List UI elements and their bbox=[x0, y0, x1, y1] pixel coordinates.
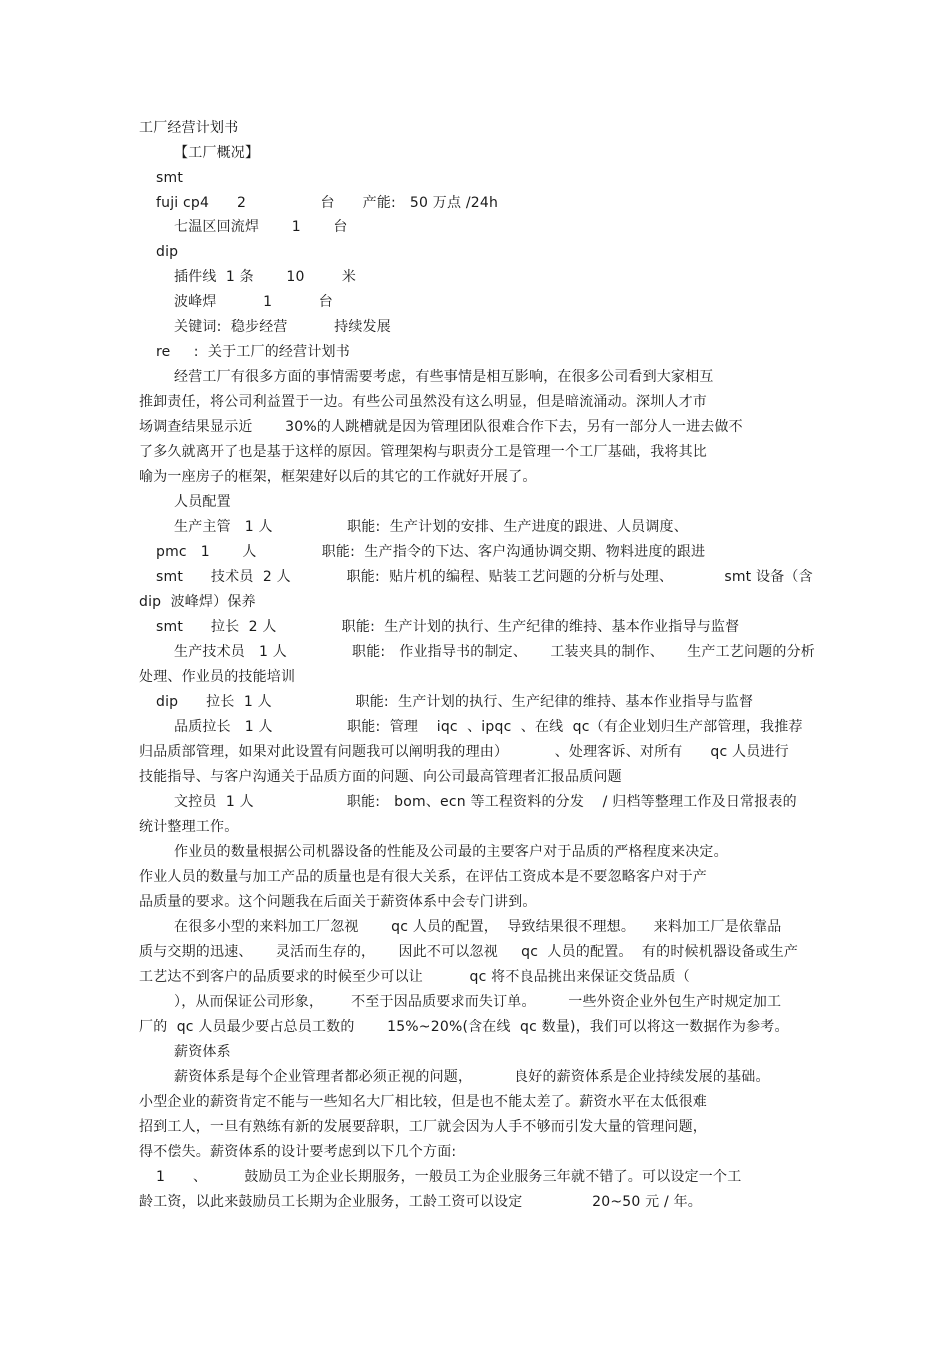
text-line: 插件线 1 条 10 米 bbox=[174, 269, 357, 285]
paragraph-line: 薪资体系是每个企业管理者都必须正视的问题， 良好的薪资体系是企业持续发展的基础。 bbox=[174, 1069, 770, 1085]
staff-role-line: dip 拉长 1 人 职能: 生产计划的执行、生产纪律的维持、基本作业指导与监督 bbox=[156, 694, 754, 710]
keywords-line: 关键词: 稳步经营 持续发展 bbox=[174, 319, 391, 335]
text-line: 波峰焊 1 台 bbox=[174, 294, 333, 310]
list-item-line: 1 、 鼓励员工为企业长期服务，一般员工为企业服务三年就不错了。可以设定一个工 bbox=[156, 1169, 742, 1185]
paragraph-line: 喻为一座房子的框架，框架建好以后的其它的工作就好开展了。 bbox=[139, 469, 537, 485]
paragraph-line: 厂的 qc 人员最少要占总员工数的 15%~20%(含在线 qc 数量)，我们可以将这一数据作为参考。 bbox=[139, 1019, 789, 1035]
text-line: dip bbox=[156, 244, 179, 260]
staff-role-line: 技能指导、与客户沟通关于品质方面的问题、向公司最高管理者汇报品质问题 bbox=[139, 769, 622, 785]
paragraph-line: 作业员的数量根据公司机器设备的性能及公司最的主要客户对于品质的严格程度来决定。 bbox=[174, 844, 728, 860]
staff-role-line: 文控员 1 人 职能: bom、ecn 等工程资料的分发 / 归档等整理工作及日常报表的 bbox=[174, 794, 797, 810]
section-heading: 人员配置 bbox=[174, 494, 231, 510]
paragraph-line: 得不偿失。薪资体系的设计要考虑到以下几个方面: bbox=[139, 1144, 457, 1160]
paragraph-line: 作业人员的数量与加工产品的质量也是有很大关系，在评估工资成本是不要忽略客户对于产 bbox=[139, 869, 707, 885]
staff-role-line: 统计整理工作。 bbox=[139, 819, 239, 835]
paragraph-line: 招到工人，一旦有熟练有新的发展要辞职，工厂就会因为人手不够而引发大量的管理问题， bbox=[139, 1119, 707, 1135]
paragraph-line: 小型企业的薪资肯定不能与一些知名大厂相比较，但是也不能太差了。薪资水平在太低很难 bbox=[139, 1094, 707, 1110]
paragraph-line: 质与交期的迅速、 灵活而生存的， 因此不可以忽视 qc 人员的配置。 有的时候机器设备或生产 bbox=[139, 944, 799, 960]
paragraph-line: 品质量的要求。这个问题我在后面关于薪资体系中会专门讲到。 bbox=[139, 894, 537, 910]
text-line: 七温区回流焊 1 台 bbox=[174, 219, 348, 235]
text-line: smt bbox=[156, 170, 184, 186]
staff-role-line: smt 拉长 2 人 职能: 生产计划的执行、生产纪律的维持、基本作业指导与监督 bbox=[156, 619, 740, 635]
staff-role-line: smt 技术员 2 人 职能: 贴片机的编程、贴装工艺问题的分析与处理、 smt 设备（含 bbox=[156, 569, 813, 585]
text-line: fuji cp4 2 台 产能: 50 万点 /24h bbox=[156, 195, 499, 211]
subject-line: re : 关于工厂的经营计划书 bbox=[156, 344, 350, 360]
staff-role-line: 品质拉长 1 人 职能: 管理 iqc 、ipqc 、在线 qc（有企业划归生产部管理，我推荐 bbox=[174, 719, 803, 735]
paragraph-line: 场调查结果显示近 30%的人跳槽就是因为管理团队很难合作下去，另有一部分人一进去做不 bbox=[139, 419, 743, 435]
document-title: 工厂经营计划书 bbox=[139, 120, 239, 136]
staff-role-line: dip 波峰焊）保养 bbox=[139, 594, 256, 610]
paragraph-line: 推卸责任，将公司利益置于一边。有些公司虽然没有这么明显，但是暗流涌动。深圳人才市 bbox=[139, 394, 707, 410]
paragraph-line: 经营工厂有很多方面的事情需要考虑，有些事情是相互影响，在很多公司看到大家相互 bbox=[174, 369, 714, 385]
staff-role-line: pmc 1 人 职能: 生产指令的下达、客户沟通协调交期、物料进度的跟进 bbox=[156, 544, 706, 560]
paragraph-line: ），从而保证公司形象， 不至于因品质要求而失订单。 一些外资企业外包生产时规定加工 bbox=[174, 994, 782, 1010]
paragraph-line: 了多久就离开了也是基于这样的原因。管理架构与职责分工是管理一个工厂基础，我将其比 bbox=[139, 444, 707, 460]
paragraph-line: 工艺达不到客户的品质要求的时候至少可以让 qc 将不良品挑出来保证交货品质（ bbox=[139, 969, 690, 985]
staff-role-line: 生产主管 1 人 职能: 生产计划的安排、生产进度的跟进、人员调度、 bbox=[174, 519, 688, 535]
section-heading: 薪资体系 bbox=[174, 1044, 231, 1060]
section-heading: 【工厂概况】 bbox=[174, 145, 260, 161]
staff-role-line: 处理、作业员的技能培训 bbox=[139, 669, 296, 685]
paragraph-line: 在很多小型的来料加工厂忽视 qc 人员的配置， 导致结果很不理想。 来料加工厂是依靠品 bbox=[174, 919, 782, 935]
list-item-line: 龄工资，以此来鼓励员工长期为企业服务，工龄工资可以设定 20~50 元 / 年。 bbox=[139, 1194, 702, 1210]
staff-role-line: 生产技术员 1 人 职能: 作业指导书的制定、 工装夹具的制作、 生产工艺问题的分析 bbox=[174, 644, 815, 660]
staff-role-line: 归品质部管理，如果对此设置有问题我可以阐明我的理由） 、处理客诉、对所有 qc 人员进行 bbox=[139, 744, 789, 760]
